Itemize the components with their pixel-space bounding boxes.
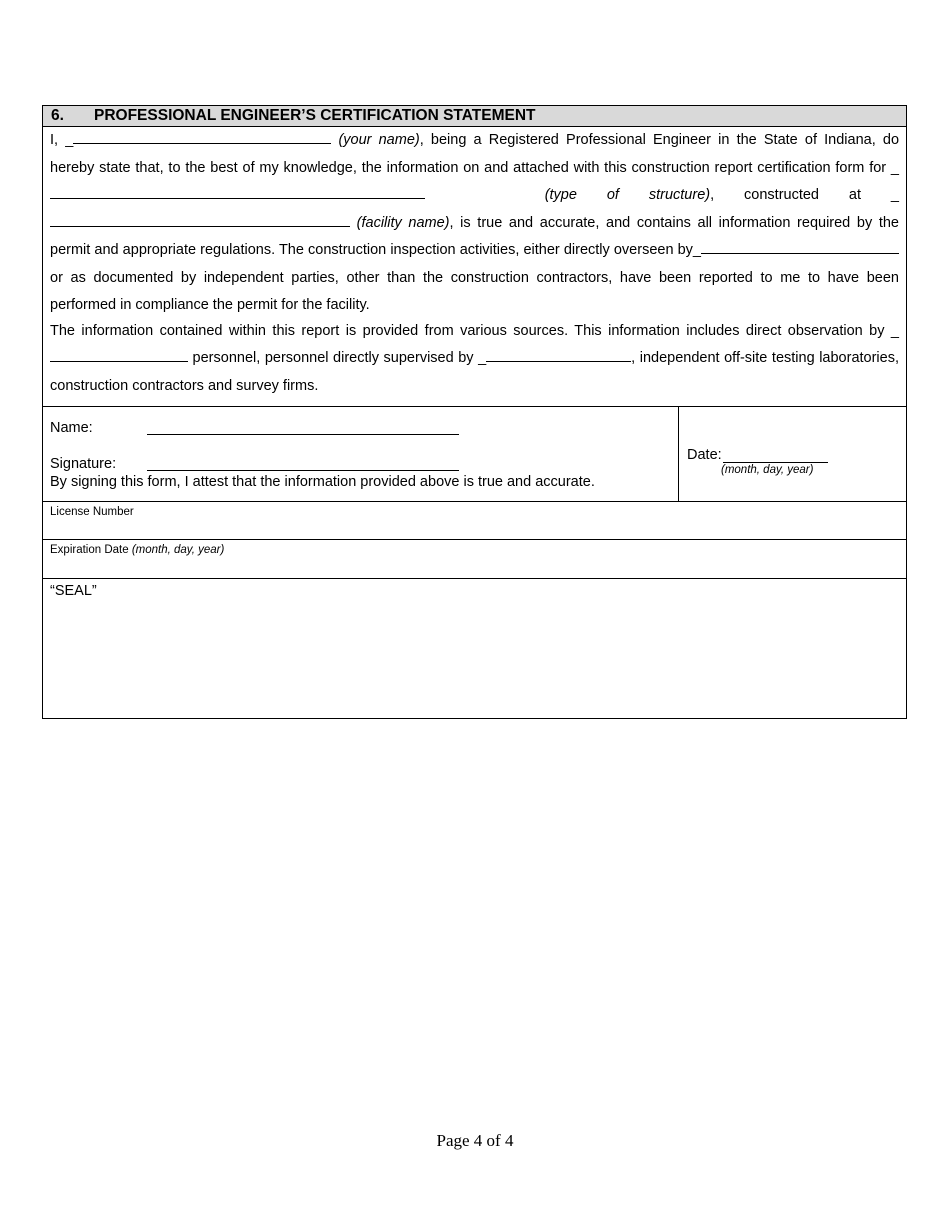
statement-text: personnel, personnel directly supervised by _ bbox=[188, 350, 487, 366]
page-number: Page 4 of 4 bbox=[436, 1131, 514, 1150]
facility-name-field[interactable] bbox=[50, 211, 350, 227]
expiration-label-text: Expiration Date bbox=[50, 544, 129, 556]
supervised-by-field[interactable] bbox=[486, 346, 631, 362]
section-title: PROFESSIONAL ENGINEER’S CERTIFICATION STATEMENT bbox=[94, 107, 536, 124]
seal-label: “SEAL” bbox=[50, 583, 97, 599]
signature-field[interactable] bbox=[147, 470, 459, 471]
facility-name-hint: (facility name) bbox=[356, 214, 450, 231]
signature-cell bbox=[43, 407, 679, 501]
expiration-hint: (month, day, year) bbox=[131, 544, 225, 556]
date-field[interactable] bbox=[723, 462, 828, 463]
your-name-hint: (your name) bbox=[338, 132, 420, 148]
attestation-text: By signing this form, I attest that the information provided above is true and accurate. bbox=[50, 474, 595, 490]
statement-text: , independent off-site testing laboratories, construction contractors and survey firms. bbox=[50, 350, 899, 394]
statement-text: , constructed at _ bbox=[710, 187, 899, 203]
section-header bbox=[43, 106, 906, 127]
license-number-label: License Number bbox=[50, 506, 134, 518]
expiration-date-label bbox=[50, 544, 224, 556]
structure-type-hint: (type of structure) bbox=[544, 187, 711, 203]
statement-paragraph-1 bbox=[50, 127, 899, 320]
date-hint: (month, day, year) bbox=[721, 464, 814, 476]
structure-type-field[interactable] bbox=[50, 183, 425, 199]
section-number: 6. bbox=[51, 107, 64, 124]
signature-label: Signature: bbox=[50, 456, 117, 472]
license-number-row[interactable] bbox=[43, 502, 906, 540]
statement-text: or as documented by independent parties, other than the construction contractors, have been reported to me to have been performed in compliance the permit for the facility. bbox=[50, 269, 899, 313]
observation-by-field[interactable] bbox=[50, 346, 188, 362]
statement-text: The information contained within this report is provided from various sources. This information includes direct observation by _ bbox=[50, 322, 899, 339]
overseen-by-field[interactable] bbox=[701, 238, 899, 254]
statement-text: , being a Registered Professional Engineer in the State of Indiana, do hereby state that, to the best of my knowledge, the information on and attached with this construction report certification form for _ bbox=[50, 132, 900, 176]
name-label: Name: bbox=[50, 420, 93, 436]
date-label: Date: bbox=[687, 447, 722, 463]
certification-statement bbox=[43, 127, 906, 407]
name-field[interactable] bbox=[147, 434, 459, 435]
your-name-field[interactable] bbox=[73, 128, 331, 144]
statement-text: I, _ bbox=[50, 132, 74, 148]
expiration-date-row[interactable] bbox=[43, 540, 906, 579]
date-cell bbox=[679, 407, 906, 501]
statement-text: , is true and accurate, and contains all information required by the permit and appropriate regulations. The construction inspection activities, either directly overseen by_ bbox=[50, 214, 899, 258]
seal-area bbox=[43, 579, 906, 718]
signature-row bbox=[43, 407, 906, 502]
statement-paragraph-2 bbox=[50, 318, 899, 401]
certification-form bbox=[42, 105, 907, 719]
